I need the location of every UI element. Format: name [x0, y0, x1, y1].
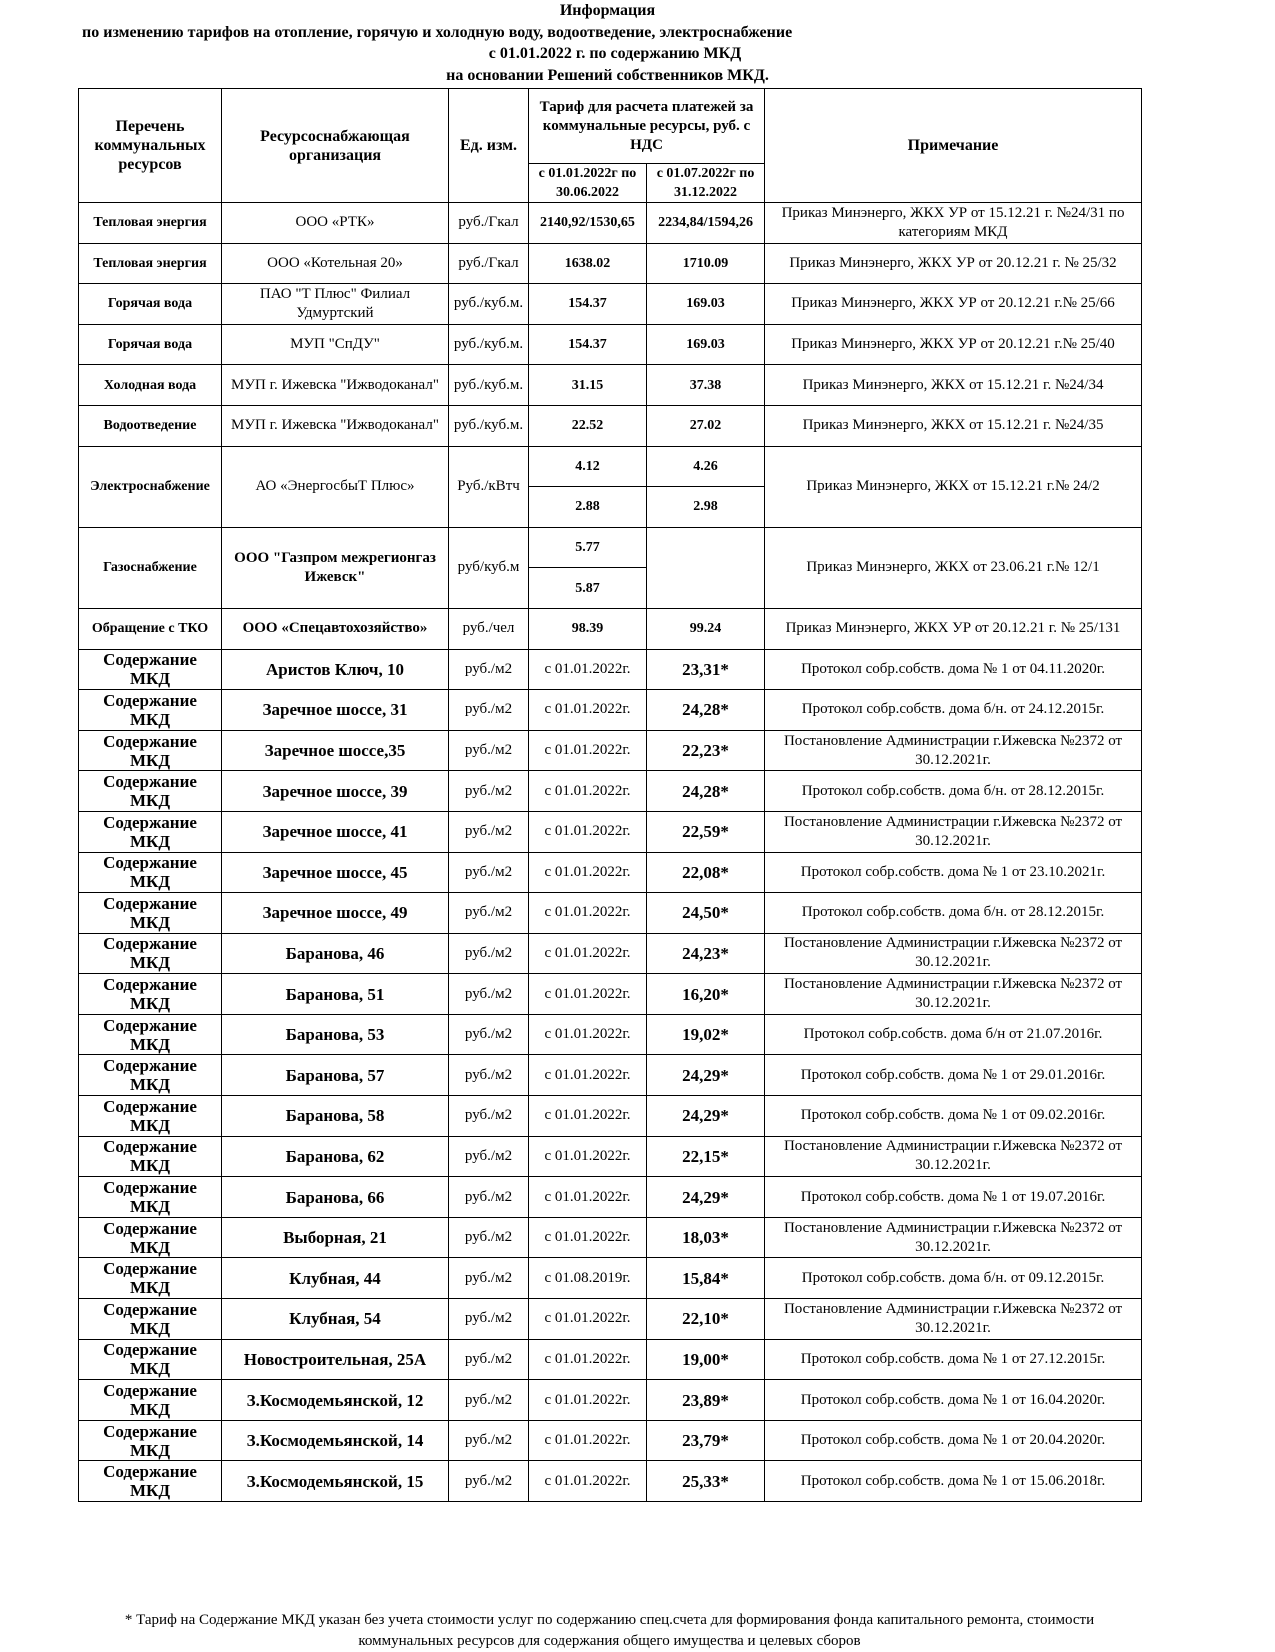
note-cell: Приказ Минэнерго, ЖКХ УР от 20.12.21 г. № 25/131 — [765, 608, 1142, 649]
table-row — [79, 852, 1142, 893]
resource-cell: Содержание МКД — [79, 893, 222, 934]
table-row — [79, 1177, 1142, 1218]
note-cell: Протокол собр.собств. дома № 1 от 23.10.2021г. — [765, 852, 1142, 893]
org-cell: МУП г. Ижевска "Ижводоканал" — [222, 405, 449, 446]
tariff-period2-cell: 169.03 — [647, 324, 765, 365]
table-row — [79, 690, 1142, 731]
address-cell: Выборная, 21 — [222, 1217, 449, 1258]
unit-cell: руб./м2 — [449, 1461, 529, 1502]
doc-subtitle-1: по изменению тарифов на отопление, горячую и холодную воду, водоотведение, электроснабжение — [82, 24, 793, 41]
tariff-period2-cell: 4.26 — [647, 446, 765, 487]
tariff-period2-cell: 15,84* — [647, 1258, 765, 1299]
note-cell: Протокол собр.собств. дома № 1 от 09.02.2016г. — [765, 1096, 1142, 1137]
address-cell: Баранова, 62 — [222, 1136, 449, 1177]
tariff-period1-cell: с 01.01.2022г. — [529, 1136, 647, 1177]
note-cell: Приказ Минэнерго, ЖКХ УР от 20.12.21 г.№ 25/40 — [765, 324, 1142, 365]
unit-cell: руб./м2 — [449, 690, 529, 731]
tariff-period2-cell: 23,89* — [647, 1380, 765, 1421]
tariff-period1-cell: с 01.01.2022г. — [529, 1380, 647, 1421]
resource-cell: Содержание МКД — [79, 1339, 222, 1380]
tariff-period2-cell: 37.38 — [647, 365, 765, 406]
tariff-period1-cell: с 01.01.2022г. — [529, 1339, 647, 1380]
doc-title: Информация — [559, 2, 656, 19]
unit-cell: руб./м2 — [449, 811, 529, 852]
resource-cell: Содержание МКД — [79, 1299, 222, 1340]
address-cell: Баранова, 66 — [222, 1177, 449, 1218]
tariff-period1-cell: с 01.01.2022г. — [529, 1299, 647, 1340]
note-cell: Протокол собр.собств. дома б/н. от 28.12.2015г. — [765, 893, 1142, 934]
address-cell: Заречное шоссе,35 — [222, 730, 449, 771]
unit-cell: руб./м2 — [449, 933, 529, 974]
resource-cell: Содержание МКД — [79, 1136, 222, 1177]
address-cell: Новостроительная, 25А — [222, 1339, 449, 1380]
org-cell: ООО «РТК» — [222, 203, 449, 244]
address-cell: Баранова, 51 — [222, 974, 449, 1015]
tariff-period2-cell: 24,29* — [647, 1055, 765, 1096]
note-cell: Постановление Администрации г.Ижевска №2372 от 30.12.2021г. — [765, 933, 1142, 974]
note-cell: Постановление Администрации г.Ижевска №2372 от 30.12.2021г. — [765, 730, 1142, 771]
tariff-period1-cell: с 01.01.2022г. — [529, 1217, 647, 1258]
tariff-period2-cell: 22,23* — [647, 730, 765, 771]
resource-cell: Содержание МКД — [79, 690, 222, 731]
tariff-period2-cell: 24,28* — [647, 690, 765, 731]
tariff-period2-cell: 24,29* — [647, 1177, 765, 1218]
resource-cell: Содержание МКД — [79, 1096, 222, 1137]
table-row — [79, 933, 1142, 974]
tariff-period1-cell: с 01.01.2022г. — [529, 852, 647, 893]
tariff-period1-cell: с 01.01.2022г. — [529, 1177, 647, 1218]
table-row — [79, 1420, 1142, 1461]
address-cell: Клубная, 54 — [222, 1299, 449, 1340]
tariff-period1-cell: с 01.01.2022г. — [529, 811, 647, 852]
resource-cell: Содержание МКД — [79, 974, 222, 1015]
table-row — [79, 1299, 1142, 1340]
note-cell: Протокол собр.собств. дома № 1 от 15.06.2018г. — [765, 1461, 1142, 1502]
table-row — [79, 1461, 1142, 1502]
tariff-period1-cell: 22.52 — [529, 405, 647, 446]
note-cell: Протокол собр.собств. дома № 1 от 16.04.2020г. — [765, 1380, 1142, 1421]
note-cell: Приказ Минэнерго, ЖКХ от 15.12.21 г. №24/35 — [765, 405, 1142, 446]
col-header-note: Примечание — [765, 89, 1142, 203]
org-cell: ПАО "Т Плюс" Филиал Удмуртский — [222, 284, 449, 325]
note-cell: Протокол собр.собств. дома б/н от 21.07.2016г. — [765, 1014, 1142, 1055]
address-cell: Баранова, 57 — [222, 1055, 449, 1096]
doc-subtitle-2: с 01.01.2022 г. по содержанию МКД — [488, 45, 742, 62]
note-cell: Протокол собр.собств. дома № 1 от 19.07.2016г. — [765, 1177, 1142, 1218]
resource-cell: Содержание МКД — [79, 730, 222, 771]
tariff-period1-cell: 2140,92/1530,65 — [529, 203, 647, 244]
resource-cell: Содержание МКД — [79, 1014, 222, 1055]
table-row — [79, 1096, 1142, 1137]
tariff-period2-cell: 24,28* — [647, 771, 765, 812]
unit-cell: руб./м2 — [449, 1299, 529, 1340]
unit-cell: руб./м2 — [449, 1380, 529, 1421]
table-row — [79, 1136, 1142, 1177]
unit-cell: руб./м2 — [449, 1217, 529, 1258]
tariff-table — [78, 88, 1142, 1502]
resource-cell: Содержание МКД — [79, 1420, 222, 1461]
unit-cell: руб./м2 — [449, 1177, 529, 1218]
note-cell: Приказ Минэнерго, ЖКХ УР от 20.12.21 г. № 25/32 — [765, 243, 1142, 284]
address-cell: З.Космодемьянской, 15 — [222, 1461, 449, 1502]
tariff-period1-cell: 98.39 — [529, 608, 647, 649]
table-row — [79, 324, 1142, 365]
unit-cell: руб./м2 — [449, 974, 529, 1015]
note-cell: Постановление Администрации г.Ижевска №2372 от 30.12.2021г. — [765, 974, 1142, 1015]
tariff-period1-cell: 31.15 — [529, 365, 647, 406]
tariff-period1-cell: с 01.01.2022г. — [529, 1461, 647, 1502]
address-cell: Баранова, 53 — [222, 1014, 449, 1055]
table-row — [79, 405, 1142, 446]
tariff-period2-cell: 23,31* — [647, 649, 765, 690]
note-cell: Протокол собр.собств. дома № 1 от 29.01.2016г. — [765, 1055, 1142, 1096]
org-cell: МУП г. Ижевска "Ижводоканал" — [222, 365, 449, 406]
table-row — [79, 1014, 1142, 1055]
table-row — [79, 284, 1142, 325]
tariff-period1-cell: 4.12 — [529, 446, 647, 487]
tariff-period2-cell: 22,15* — [647, 1136, 765, 1177]
address-cell: Баранова, 46 — [222, 933, 449, 974]
resource-cell: Холодная вода — [79, 365, 222, 406]
org-cell: ООО «Спецавтохозяйство» — [222, 608, 449, 649]
resource-cell: Содержание МКД — [79, 1177, 222, 1218]
note-cell: Протокол собр.собств. дома № 1 от 04.11.2020г. — [765, 649, 1142, 690]
unit-cell: руб/куб.м — [449, 527, 529, 608]
table-row — [79, 527, 1142, 568]
address-cell: З.Космодемьянской, 14 — [222, 1420, 449, 1461]
unit-cell: руб./чел — [449, 608, 529, 649]
note-cell: Протокол собр.собств. дома б/н. от 09.12.2015г. — [765, 1258, 1142, 1299]
unit-cell: руб./м2 — [449, 1258, 529, 1299]
resource-cell: Содержание МКД — [79, 811, 222, 852]
tariff-period1-cell: с 01.01.2022г. — [529, 1014, 647, 1055]
unit-cell: руб./м2 — [449, 1014, 529, 1055]
tariff-period1-cell: с 01.01.2022г. — [529, 933, 647, 974]
org-cell: ООО "Газпром межрегионгаз Ижевск" — [222, 527, 449, 608]
resource-cell: Содержание МКД — [79, 1217, 222, 1258]
tariff-period2-cell: 24,23* — [647, 933, 765, 974]
resource-cell: Электроснабжение — [79, 446, 222, 527]
resource-cell: Содержание МКД — [79, 771, 222, 812]
tariff-period2-cell — [647, 527, 765, 608]
tariff-period1-cell: 154.37 — [529, 284, 647, 325]
table-row — [79, 1380, 1142, 1421]
col-header-resource: Перечень коммунальных ресурсов — [79, 89, 222, 203]
address-cell: Баранова, 58 — [222, 1096, 449, 1137]
resource-cell: Водоотведение — [79, 405, 222, 446]
unit-cell: руб./куб.м. — [449, 405, 529, 446]
resource-cell: Содержание МКД — [79, 649, 222, 690]
table-row — [79, 1339, 1142, 1380]
table-row — [79, 365, 1142, 406]
tariff-period2-cell: 23,79* — [647, 1420, 765, 1461]
address-cell: Аристов Ключ, 10 — [222, 649, 449, 690]
note-cell: Постановление Администрации г.Ижевска №2372 от 30.12.2021г. — [765, 1217, 1142, 1258]
resource-cell: Тепловая энергия — [79, 203, 222, 244]
tariff-period1-cell: с 01.01.2022г. — [529, 893, 647, 934]
table-row — [79, 811, 1142, 852]
unit-cell: руб./м2 — [449, 1055, 529, 1096]
table-row — [79, 649, 1142, 690]
unit-cell: руб./м2 — [449, 893, 529, 934]
unit-cell: руб./м2 — [449, 852, 529, 893]
tariff-period1-cell: с 01.08.2019г. — [529, 1258, 647, 1299]
note-cell: Приказ Минэнерго, ЖКХ от 15.12.21 г. №24/34 — [765, 365, 1142, 406]
tariff-period1-cell: 2.88 — [529, 487, 647, 528]
note-cell: Постановление Администрации г.Ижевска №2372 от 30.12.2021г. — [765, 1136, 1142, 1177]
col-header-period2: с 01.07.2022г по 31.12.2022 — [647, 164, 765, 203]
tariff-period2-cell: 169.03 — [647, 284, 765, 325]
tariff-period1-cell: с 01.01.2022г. — [529, 730, 647, 771]
note-cell: Протокол собр.собств. дома б/н. от 28.12.2015г. — [765, 771, 1142, 812]
col-header-period1: с 01.01.2022г по 30.06.2022 — [529, 164, 647, 203]
col-header-unit: Ед. изм. — [449, 89, 529, 203]
table-row — [79, 446, 1142, 487]
unit-cell: Руб./кВтч — [449, 446, 529, 527]
doc-subtitle-3: на основании Решений собственников МКД. — [446, 67, 769, 84]
note-cell: Протокол собр.собств. дома № 1 от 20.04.2020г. — [765, 1420, 1142, 1461]
address-cell: Заречное шоссе, 39 — [222, 771, 449, 812]
unit-cell: руб./м2 — [449, 730, 529, 771]
address-cell: Заречное шоссе, 49 — [222, 893, 449, 934]
note-cell: Постановление Администрации г.Ижевска №2372 от 30.12.2021г. — [765, 811, 1142, 852]
org-cell: АО «ЭнергосбыТ Плюс» — [222, 446, 449, 527]
tariff-period2-cell: 27.02 — [647, 405, 765, 446]
table-row — [79, 243, 1142, 284]
table-row — [79, 771, 1142, 812]
unit-cell: руб./м2 — [449, 1420, 529, 1461]
tariff-period1-cell: с 01.01.2022г. — [529, 649, 647, 690]
tariff-period2-cell: 2.98 — [647, 487, 765, 528]
resource-cell: Содержание МКД — [79, 1258, 222, 1299]
note-cell: Приказ Минэнерго, ЖКХ УР от 20.12.21 г.№ 25/66 — [765, 284, 1142, 325]
col-header-tariff: Тариф для расчета платежей за коммунальные ресурсы, руб. с НДС — [529, 89, 765, 164]
tariff-period1-cell: с 01.01.2022г. — [529, 1420, 647, 1461]
unit-cell: руб./куб.м. — [449, 284, 529, 325]
tariff-period1-cell: 1638.02 — [529, 243, 647, 284]
note-cell: Постановление Администрации г.Ижевска №2372 от 30.12.2021г. — [765, 1299, 1142, 1340]
tariff-period1-cell: с 01.01.2022г. — [529, 1055, 647, 1096]
note-cell: Приказ Минэнерго, ЖКХ от 15.12.21 г.№ 24/2 — [765, 446, 1142, 527]
tariff-period2-cell: 2234,84/1594,26 — [647, 203, 765, 244]
unit-cell: руб./Гкал — [449, 203, 529, 244]
tariff-period2-cell: 19,02* — [647, 1014, 765, 1055]
note-cell: Протокол собр.собств. дома б/н. от 24.12.2015г. — [765, 690, 1142, 731]
unit-cell: руб./куб.м. — [449, 324, 529, 365]
table-row — [79, 1217, 1142, 1258]
table-row — [79, 1258, 1142, 1299]
unit-cell: руб./м2 — [449, 1339, 529, 1380]
tariff-period2-cell: 18,03* — [647, 1217, 765, 1258]
resource-cell: Содержание МКД — [79, 1380, 222, 1421]
unit-cell: руб./Гкал — [449, 243, 529, 284]
table-row — [79, 974, 1142, 1015]
resource-cell: Газоснабжение — [79, 527, 222, 608]
tariff-period1-cell: 5.77 — [529, 527, 647, 568]
org-cell: МУП "СпДУ" — [222, 324, 449, 365]
unit-cell: руб./м2 — [449, 649, 529, 690]
resource-cell: Содержание МКД — [79, 852, 222, 893]
address-cell: З.Космодемьянской, 12 — [222, 1380, 449, 1421]
resource-cell: Тепловая энергия — [79, 243, 222, 284]
table-row — [79, 203, 1142, 244]
tariff-period2-cell: 16,20* — [647, 974, 765, 1015]
resource-cell: Содержание МКД — [79, 1055, 222, 1096]
tariff-period2-cell: 99.24 — [647, 608, 765, 649]
table-row — [79, 1055, 1142, 1096]
note-cell: Приказ Минэнерго, ЖКХ от 23.06.21 г.№ 12/1 — [765, 527, 1142, 608]
tariff-period2-cell: 22,10* — [647, 1299, 765, 1340]
tariff-period2-cell: 25,33* — [647, 1461, 765, 1502]
tariff-period1-cell: с 01.01.2022г. — [529, 1096, 647, 1137]
tariff-period2-cell: 22,59* — [647, 811, 765, 852]
col-header-org: Ресурсоснабжающая организация — [222, 89, 449, 203]
address-cell: Клубная, 44 — [222, 1258, 449, 1299]
table-row — [79, 730, 1142, 771]
unit-cell: руб./м2 — [449, 771, 529, 812]
tariff-period1-cell: с 01.01.2022г. — [529, 974, 647, 1015]
unit-cell: руб./м2 — [449, 1096, 529, 1137]
footnote: * Тариф на Содержание МКД указан без учета стоимости услуг по содержанию спец.счета для формирования фонда капитального ремонта, стоимости коммунальных ресурсов для содержания общего имущества и целевых сборов — [124, 1612, 1095, 1649]
resource-cell: Горячая вода — [79, 324, 222, 365]
note-cell: Протокол собр.собств. дома № 1 от 27.12.2015г. — [765, 1339, 1142, 1380]
tariff-period2-cell: 24,50* — [647, 893, 765, 934]
resource-cell: Обращение с ТКО — [79, 608, 222, 649]
address-cell: Заречное шоссе, 45 — [222, 852, 449, 893]
org-cell: ООО «Котельная 20» — [222, 243, 449, 284]
tariff-period1-cell: 154.37 — [529, 324, 647, 365]
tariff-period2-cell: 1710.09 — [647, 243, 765, 284]
table-row — [79, 608, 1142, 649]
tariff-period2-cell: 24,29* — [647, 1096, 765, 1137]
address-cell: Заречное шоссе, 41 — [222, 811, 449, 852]
resource-cell: Горячая вода — [79, 284, 222, 325]
table-row — [79, 893, 1142, 934]
unit-cell: руб./куб.м. — [449, 365, 529, 406]
note-cell: Приказ Минэнерго, ЖКХ УР от 15.12.21 г. №24/31 по категориям МКД — [765, 203, 1142, 244]
tariff-period1-cell: с 01.01.2022г. — [529, 690, 647, 731]
address-cell: Заречное шоссе, 31 — [222, 690, 449, 731]
tariff-period1-cell: с 01.01.2022г. — [529, 771, 647, 812]
unit-cell: руб./м2 — [449, 1136, 529, 1177]
tariff-period2-cell: 19,00* — [647, 1339, 765, 1380]
tariff-period1-cell: 5.87 — [529, 568, 647, 609]
tariff-period2-cell: 22,08* — [647, 852, 765, 893]
resource-cell: Содержание МКД — [79, 933, 222, 974]
resource-cell: Содержание МКД — [79, 1461, 222, 1502]
